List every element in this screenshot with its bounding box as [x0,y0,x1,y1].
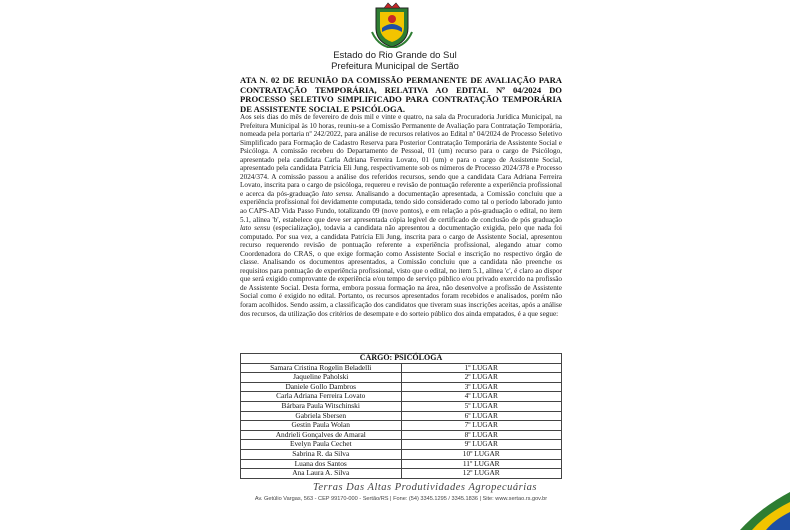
ranking-header: CARGO: PSICÓLOGA [241,354,562,364]
candidate-name: Andrieli Gonçalves de Amaral [241,430,402,440]
candidate-name: Bárbara Paula Witschinski [241,401,402,411]
document-title: ATA N. 02 DE REUNIÃO DA COMISSÃO PERMANENTE DE AVALIAÇÃO PARA CONTRATAÇÃO TEMPORÁRIA, RELATIVA AO EDITAL Nº 04/2024 DO PROCESSO SELETIVO SIMPLIFICADO PARA CONTRATAÇÃO TEMPORÁRIA DE ASSISTENTE SOCIAL E PSICÓLOGA. [240,75,562,114]
table-row [241,459,562,469]
footer-address: Av. Getúlio Vargas, 563 - CEP 99170-000 - Sertão/RS | Fone: (54) 3345.1295 / 3345.1836 | Site: www.sertao.rs.gov.br [254,496,548,502]
table-row [241,373,562,383]
candidate-name: Ana Laura A. Silva [241,469,402,479]
header-municipality: Prefeitura Municipal de Sertão [331,61,459,72]
candidate-place: 11º LUGAR [401,459,562,469]
flag-stripes-corner-icon [740,490,790,530]
candidate-name: Jaqueline Paholski [241,373,402,383]
table-row [241,430,562,440]
candidate-name: Gabriela Sbersen [241,411,402,421]
header-state: Estado do Rio Grande do Sul [333,50,457,61]
candidate-place: 8º LUGAR [401,430,562,440]
candidate-name: Gestin Paula Wolan [241,421,402,431]
table-row [241,421,562,431]
table-row [241,411,562,421]
body-italic-2: lato sensu [240,224,271,233]
candidate-name: Carla Adriana Ferreira Lovato [241,392,402,402]
body-part-3: (especialização), todavia a candidata não apresentou a documentação exigida, pelo que nada foi computado. Por sua vez, a candidata Patrícia Eli Jung, inscrita para o cargo de Assistente Social, apresentou recurso requerendo revisão de pontuação referente a experiência profissional, alegando atuar como Coordenadora do CRAS, o que exige formação como Assistente Social e inscrição no respectivo órgão de classe. Analisando os documentos apresentados, a Comissão concluiu que a candidata não preenche os requisitos para pontuação de experiência profissional, visto que o edital, no item 5.1, alínea 'c', é claro ao dispor que será exigido comprovante de experiência e/ou tempo de serviço público e/ou privado exercido na profissão de Assistente Social. Desta forma, embora possua formação na área, não desenvolve a profissão de Assistente Social como é exigido no edital. Portanto, os recursos apresentados foram recebidos e analisados, porém não foram acolhidos. Sendo assim, a classificação dos candidatos que tiveram suas inscrições aceitas, após a análise dos recursos, da utilização dos critérios de desempate e do sorteio público dos ainda empatados, é a que segue: [240,224,563,318]
municipal-coat-of-arms-icon [370,2,414,48]
footer-motto: Terras Das Altas Produtividades Agropecuárias [313,482,537,493]
candidate-place: 6º LUGAR [401,411,562,421]
candidate-place: 9º LUGAR [401,440,562,450]
candidate-place: 2º LUGAR [401,373,562,383]
body-part-2: Analisando a documentação apresentada, a Comissão concluiu que a experiência profissional foi devidamente computada, tendo sido considerado como tal o período laborado junto ao CAPS-AD Vida Passo Fundo, totalizando 09 (nove pontos), e em relação a pós-graduação o edital, no item 5.1, alínea 'b', estabelece que deve ser apresentada cópia legível de certificado de conclusão de pós graduação [240,189,563,224]
table-row [241,440,562,450]
candidate-name: Luana dos Santos [241,459,402,469]
body-part-1: Aos seis dias do mês de fevereiro de dois mil e vinte e quatro, na sala da Procuradoria Jurídica Municipal, na Prefeitura Municipal às 10 horas, reuniu-se a Comissão Permanente de Avaliação para Contratação Temporária, nomeada pela portaria nº 242/2022, para análise de recursos relativos ao Edital nº 04/2024 de Processo Seletivo Simplificado para Formação de Cadastro Reserva para Posterior Contratação Temporária de Assistente Social e Psicóloga. A comissão recebeu do Departamento de Pessoal, 01 (um) recurso para o cargo de Psicólogo, apresentado pela candidata Carla Adriana Ferreira Lovato, 01 (um) e para o cargo de Assistente Social, apresentado pela candidata Patrícia Eli Jung, respectivamente sob os números de Processo 2024/378 e Processo 2024/374. A comissão passou a análise dos referidos recursos, sendo que a candidata Cara Adriana Ferreira Lovato, inscrita para o cargo de psicóloga, requereu e revisão de pontuação referente a experiência profissional e acerca da pós-graduação [240,113,562,198]
table-row [241,449,562,459]
candidate-name: Sabrina R. da Silva [241,449,402,459]
ranking-table [240,353,562,479]
candidate-place: 3º LUGAR [401,382,562,392]
candidate-place: 10º LUGAR [401,449,562,459]
candidate-name: Samara Cristina Rogelin Beladelli [241,363,402,373]
candidate-name: Evelyn Paula Cechet [241,440,402,450]
table-row [241,469,562,479]
candidate-place: 1º LUGAR [401,363,562,373]
candidate-place: 7º LUGAR [401,421,562,431]
candidate-place: 12º LUGAR [401,469,562,479]
table-row [241,363,562,373]
table-row [241,401,562,411]
body-italic-1: lato sensu. [321,189,354,198]
candidate-place: 5º LUGAR [401,401,562,411]
candidate-name: Daniele Gollo Dambros [241,382,402,392]
candidate-place: 4º LUGAR [401,392,562,402]
document-body [240,113,562,318]
